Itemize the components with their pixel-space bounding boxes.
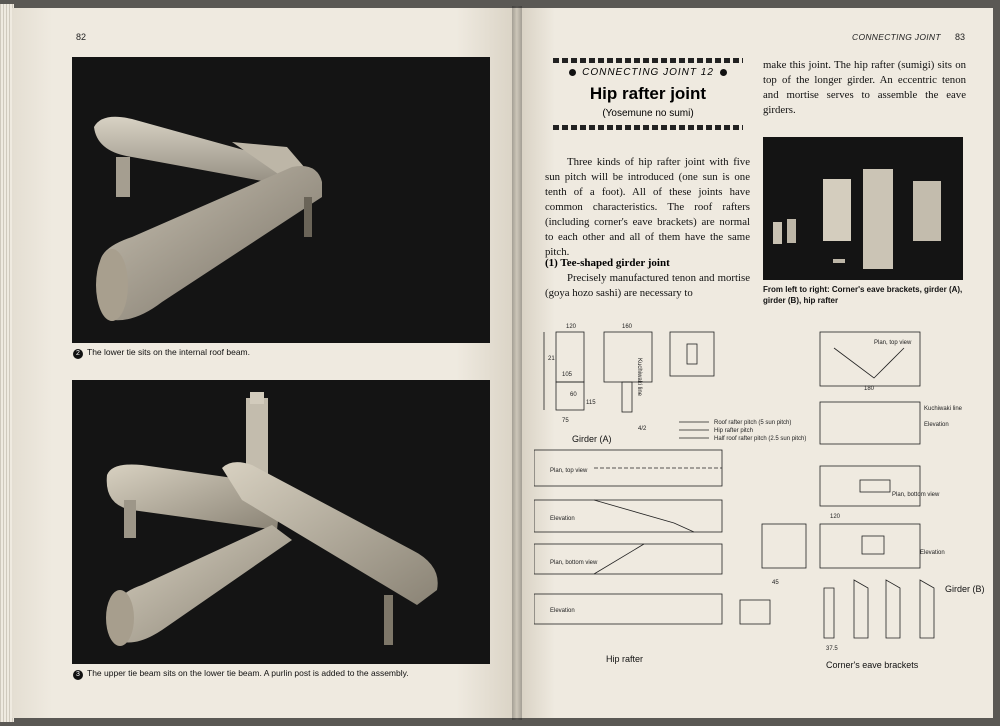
label-plan-top-rafter: Plan, top view	[550, 468, 588, 474]
bracket-elevation-2	[886, 580, 900, 638]
photo-joint-parts-drawing	[763, 137, 963, 280]
joint-subtitle: (Yosemune no sumi)	[602, 108, 694, 119]
label-kuchiwaki-a: Kuchiwaki line	[636, 358, 642, 397]
legend-3: Half roof rafter pitch (2.5 sun pitch)	[714, 436, 807, 442]
series-label-text: CONNECTING JOINT 12	[582, 67, 714, 78]
bracket-plan-bottom	[920, 580, 934, 638]
section-paragraph: Precisely manufactured tenon and mortise (goya hozo sashi) are necessary to	[545, 272, 750, 299]
dim-75: 75	[562, 418, 569, 424]
legend-1: Roof rafter pitch (5 sun pitch)	[714, 420, 792, 426]
title-border-top	[553, 58, 743, 63]
girder-b-end	[762, 524, 806, 568]
label-elevation-rafter-2: Elevation	[550, 608, 575, 614]
photo-caption-parts: From left to right: Corner's eave brackets, girder (A), girder (B), hip rafter	[763, 285, 963, 305]
bullet-icon	[720, 69, 727, 76]
right-page-number: 83	[955, 32, 966, 42]
dim-115: 115	[586, 400, 596, 406]
label-plan-bottom-rafter: Plan, bottom view	[550, 560, 598, 566]
caption-text-2: The lower tie sits on the internal roof beam.	[87, 347, 250, 357]
caption-number-3: 3	[73, 670, 83, 680]
label-elevation-girder-2: Elevation	[920, 550, 945, 556]
bracket-plan-top	[854, 580, 868, 638]
girder-b-side	[820, 524, 920, 568]
photo-upper-tie	[72, 380, 490, 664]
label-plan-top-girder: Plan, top view	[874, 340, 912, 346]
photo-upper-tie-drawing	[72, 380, 490, 664]
photo-lower-tie-drawing	[72, 57, 490, 343]
bullet-icon	[569, 69, 576, 76]
label-hip-rafter: Hip rafter	[606, 654, 644, 664]
label-girder-b: Girder (B)	[945, 584, 985, 594]
joint-title-block	[548, 58, 748, 130]
left-page-number: 82	[76, 32, 87, 42]
technical-drawings	[534, 318, 974, 678]
hip-rafter-plan-bottom	[534, 544, 722, 574]
label-kuchiwaki: Kuchiwaki line	[924, 406, 963, 412]
bracket-elevation-1	[824, 588, 834, 638]
dim-55: 37.5	[826, 646, 838, 652]
series-label	[548, 67, 748, 78]
legend-2: Hip rafter pitch	[714, 428, 754, 434]
dim-160: 160	[622, 324, 633, 330]
dim-4-2: 4/2	[638, 426, 647, 432]
section-heading: (1) Tee-shaped girder joint	[545, 257, 670, 269]
label-plan-bottom-girder: Plan, bottom view	[892, 492, 940, 498]
caption-photo-3	[73, 668, 409, 680]
dim-180: 180	[864, 386, 875, 392]
intro-paragraph: Three kinds of hip rafter joint with five sun pitch will be introduced (one sun is one tenth of a foot). All of these joints have common characteristics. The roof rafters (including corner's eave brackets) are normal to each other and all of them have the same pitch.	[545, 156, 750, 258]
caption-text-3: The upper tie beam sits on the lower tie beam. A purlin post is added to the assembly.	[87, 668, 409, 678]
dim-90: 45	[772, 580, 779, 586]
dim-120-b: 120	[830, 514, 841, 520]
dim-60: 60	[570, 392, 577, 398]
photo-joint-parts	[763, 137, 963, 280]
label-eave-brackets: Corner's eave brackets	[826, 660, 919, 670]
caption-photo-2	[73, 347, 250, 359]
label-elevation-girder: Elevation	[924, 422, 949, 428]
girder-a-end	[670, 332, 714, 376]
dim-21: 21	[548, 356, 555, 362]
girder-b-elevation	[820, 402, 920, 444]
photo-lower-tie	[72, 57, 490, 343]
girder-b-plan-bottom	[820, 466, 920, 506]
girder-a-side	[604, 332, 652, 382]
book-gutter	[512, 6, 522, 720]
dim-120: 120	[566, 324, 577, 330]
label-girder-a: Girder (A)	[572, 434, 612, 444]
title-border-bottom	[553, 125, 743, 130]
running-head: CONNECTING JOINT	[852, 32, 941, 42]
top-right-paragraph: make this joint. The hip rafter (sumigi) sits on top of the longer girder. An eccentric tenon and mortise serves to assemble the eave girders.	[763, 59, 966, 116]
caption-number-2: 2	[73, 349, 83, 359]
dim-105: 105	[562, 372, 573, 378]
label-elevation-rafter: Elevation	[550, 516, 575, 522]
joint-title: Hip rafter joint	[589, 84, 707, 103]
